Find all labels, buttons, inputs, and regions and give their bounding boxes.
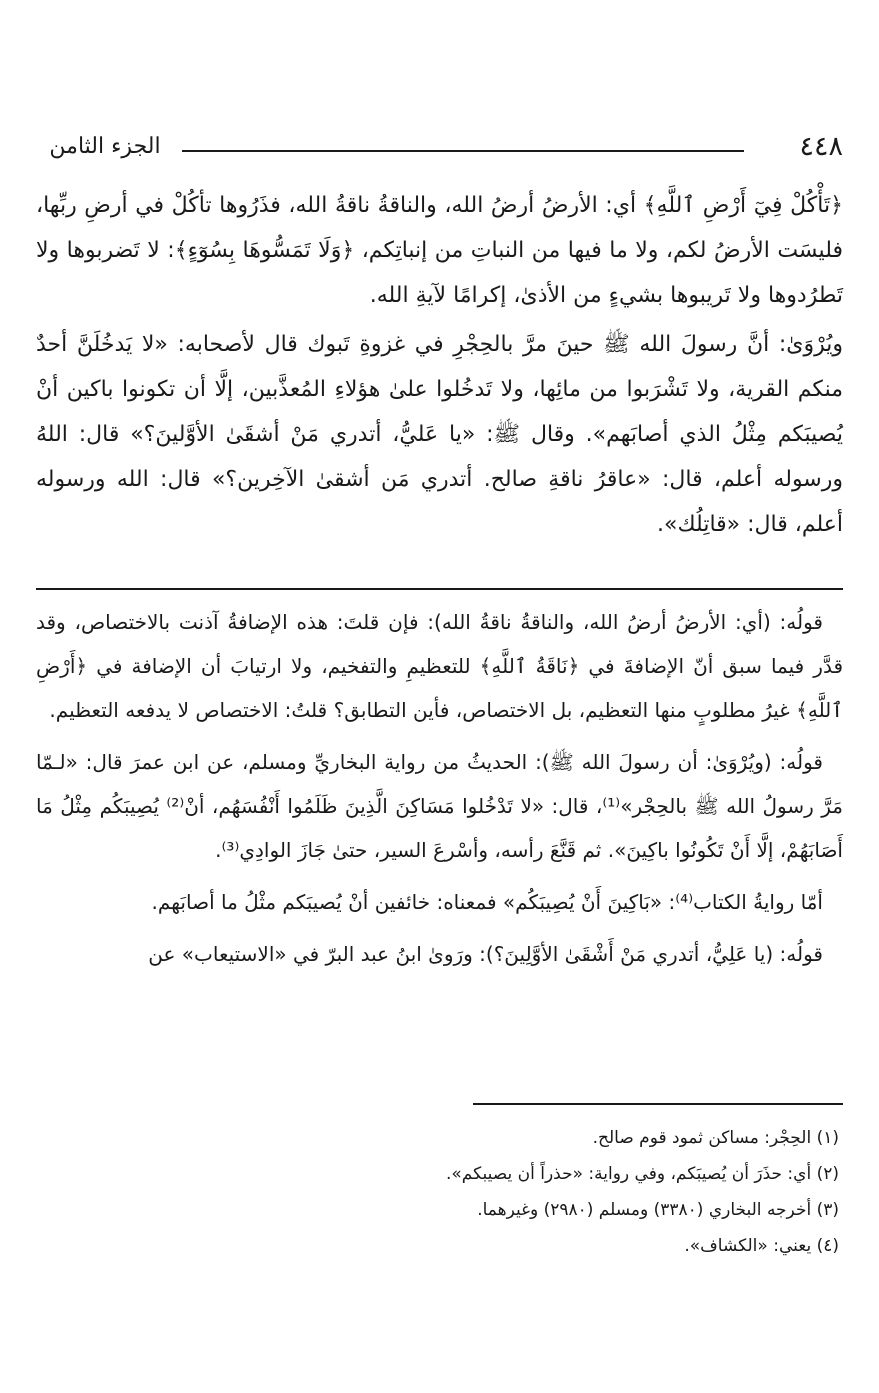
commentary-paragraph: قولُه: (أي: الأرضُ أرضُ الله، والناقةُ ناقةُ الله): فإن قلتَ: هذه الإضافةُ آذنت بالاختصاص، وقد قدَّر فيما سبق أنّ الإضافةَ في ﴿نَاقَةُ ٱللَّهِ﴾ للتعظيمِ والتفخيم، ولا ارتيابَ أن الإضافة في ﴿أَرْضِ ٱللَّهِ﴾ غيرُ مطلوبٍ منها التعظيم، بل الاختصاص، فأين التطابق؟ قلتُ: الاختصاص لا يدفعه التعظيم. — [36, 610, 843, 722]
main-text — [36, 183, 843, 551]
page-number: ٤٤٨ — [799, 131, 843, 162]
footnote-3: (٣) أخرجه البخاري (٣٣٨٠) ومسلم (٢٩٨٠) وغيرهما. — [477, 1200, 839, 1220]
main-paragraph: ﴿تَأْكُلْ فِيٓ أَرْضِ ٱللَّهِ﴾ أي: الأرضُ أرضُ الله، والناقةُ ناقةُ الله، فذَرُوها تأكُلْ في أرضِ ربِّها، فليسَت الأرضُ لكم، ولا ما فيها من النباتِ من إنباتِكم، ﴿وَلَا تَمَسُّوهَا بِسُوٓءٍ﴾: لا تَضربوها ولا تَطرُدوها ولا تَريبوها بشيءٍ من الأذىٰ، إكرامًا لآيةِ الله. — [36, 193, 843, 308]
page-header — [30, 128, 849, 168]
footnotes — [36, 1120, 839, 1264]
commentary-paragraph: أمّا روايةُ الكتاب⁽⁴⁾: «بَاكِينَ أَنْ يُصِيبَكُم» فمعناه: خائفين أنْ يُصيبَكم مثْلُ ما أصابَهم. — [151, 890, 823, 914]
volume-title: الجزء الثامن — [49, 134, 161, 159]
main-paragraph: ويُرْوَىٰ: أنَّ رسولَ الله ﷺ حينَ مرَّ بالحِجْرِ في غزوةِ تَبوك قال لأصحابه: «لا يَدخُلَنَّ أحدٌ منكم القرية، ولا تَشْرَبوا من مائِها، ولا تَدخُلوا علىٰ هؤلاءِ المُعذَّبين، إلَّا أن تكونوا باكين أنْ يُصيبَكم مِثْلُ الذي أصابَهم». وقال ﷺ: «يا عَليُّ، أتدري مَنْ أشقَىٰ الأوَّلينَ؟» قال: اللهُ ورسوله أعلم، قال: «عاقرُ ناقةِ صالح. أتدري مَن أشقىٰ الآخِرين؟» قال: الله ورسوله أعلم، قال: «قاتِلُك». — [36, 332, 843, 537]
header-rule — [182, 150, 744, 152]
section-divider — [36, 588, 843, 590]
commentary-paragraph: قولُه: (يا عَلِيُّ، أتدري مَنْ أَشْقَىٰ الأوَّلِينَ؟): ورَوىٰ ابنُ عبد البرّ في «الاستيعاب» عن — [148, 942, 823, 966]
commentary-text — [36, 600, 843, 984]
footnote-4: (٤) يعني: «الكشاف». — [684, 1236, 839, 1256]
commentary-paragraph: قولُه: (ويُرْوَىٰ: أن رسولَ الله ﷺ): الحديثُ من رواية البخاريِّ ومسلم، عن ابن عمرَ قال: «لـمّا مَرَّ رسولُ الله ﷺ بالحِجْر»⁽¹⁾، قال: «لا تَدْخُلوا مَسَاكِنَ الَّذِينَ ظَلَمُوا أَنْفُسَهُم، أنْ⁽²⁾ يُصِيبَكُم مِثْلُ مَا أَصَابَهُمْ، إلَّا أَنْ تَكُونُوا باكِينَ». ثم قَنَّعَ رأسه، وأسْرعَ السير، حتىٰ جَازَ الوادِي⁽³⁾. — [36, 750, 843, 862]
footnote-divider — [473, 1103, 843, 1105]
footnote-1: (١) الحِجْر: مساكن ثمود قوم صالح. — [592, 1128, 839, 1148]
footnote-2: (٢) أي: حذَرَ أن يُصيبَكم، وفي رواية: «حذراً أن يصيبكم». — [445, 1164, 839, 1184]
